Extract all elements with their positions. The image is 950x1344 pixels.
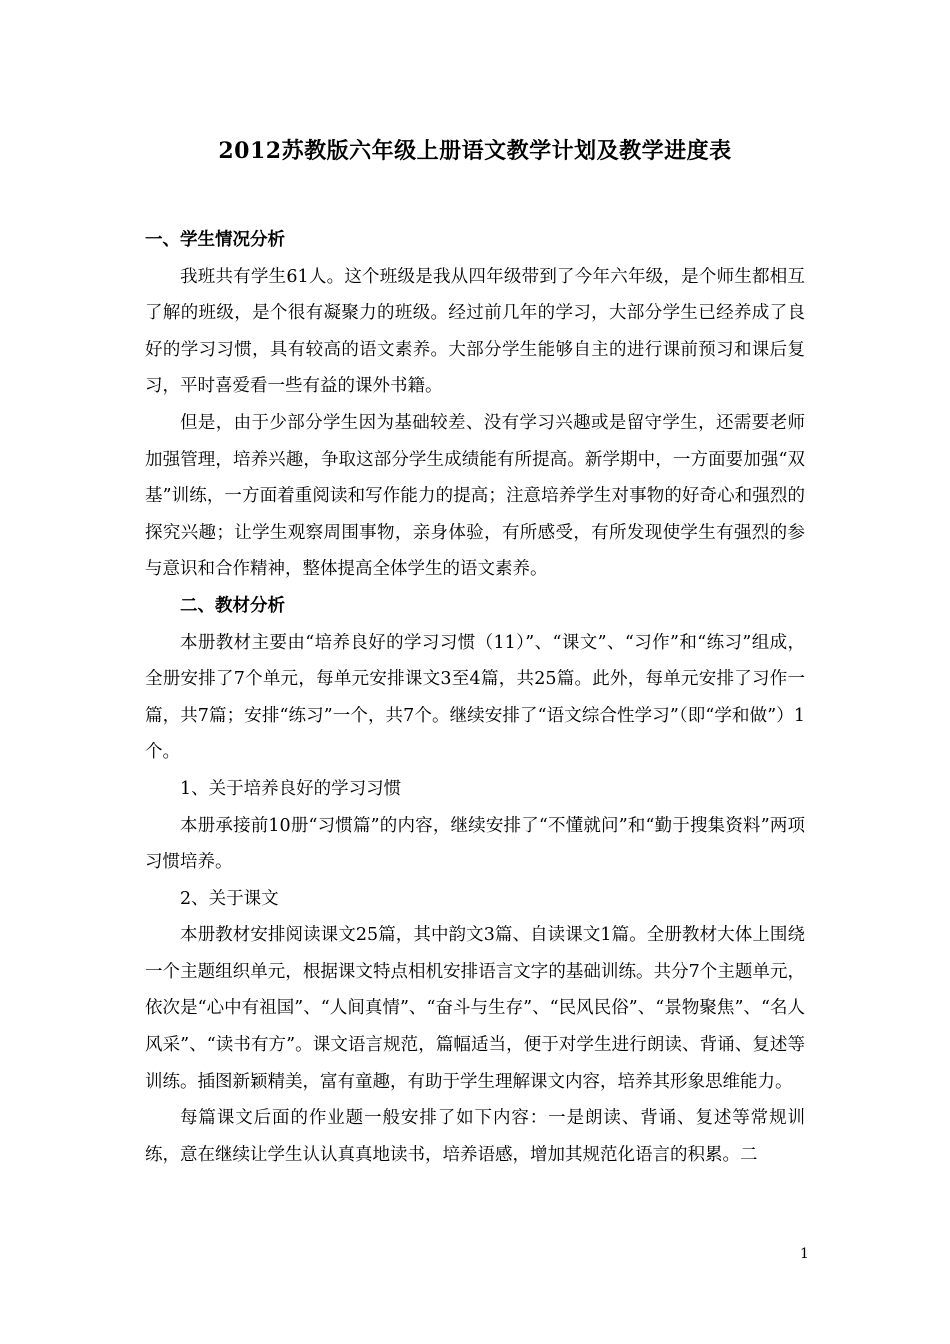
section-heading-textbook-analysis: 二、教材分析 — [180, 595, 285, 616]
paragraph-homework: 每篇课文后面的作业题一般安排了如下内容：一是朗读、背诵、复述等常规训练，意在继续让学生认认真真地读书，培养语感，增加其规范化语言的积累。二 — [145, 1108, 805, 1165]
section-heading-student-analysis: 一、学生情况分析 — [145, 230, 285, 250]
paragraph-study-habits: 本册承接前10册“习惯篇”的内容，继续安排了“不懂就问”和“勤于搜集资料”两项习惯培养。 — [145, 815, 805, 873]
paragraph-textbook-composition: 本册教材主要由“培养良好的学习习惯（11）”、“课文”、“习作”和“练习”组成，全册安排了7个单元，每单元安排课文3至4篇，共25篇。此外，每单元安排了习作一篇，共7篇；安排“练习”一个，共7个。继续安排了“语文综合性学习”（即“学和做”）1个。 — [145, 632, 805, 763]
document-title: 2012苏教版六年级上册语文教学计划及教学进度表 — [218, 138, 732, 164]
paragraph-class-overview: 我班共有学生61人。这个班级是我从四年级带到了今年六年级，是个师生都相互了解的班级，是个很有凝聚力的班级。经过前几年的学习，大部分学生已经养成了良好的学习习惯，具有较高的语文素养。大部分学生能够自主的进行课前预习和课后复习，平时喜爱看一些有益的课外书籍。 — [145, 266, 805, 397]
subheading-study-habits: 1、关于培养良好的学习习惯 — [180, 778, 402, 799]
document-body — [145, 222, 805, 1173]
paragraph-texts: 本册教材安排阅读课文25篇，其中韵文3篇、自读课文1篇。全册教材大体上围绕一个主题组织单元，根据课文特点相机安排语言文字的基础训练。共分7个主题单元，依次是“心中有祖国”、“人间真情”、“奋斗与生存”、“民风民俗”、“景物聚焦”、“名人风采”、“读书有方”。课文语言规范，篇幅适当，便于对学生进行朗读、背诵、复述等训练。插图新颖精美，富有童趣，有助于学生理解课文内容，培养其形象思维能力。 — [145, 925, 805, 1092]
paragraph-improvement-plan: 但是，由于少部分学生因为基础较差、没有学习兴趣或是留守学生，还需要老师加强管理，培养兴趣，争取这部分学生成绩能有所提高。新学期中，一方面要加强“双基”训练，一方面着重阅读和写作能力的提高；注意培养学生对事物的好奇心和强烈的探究兴趣；让学生观察周围事物，亲身体验，有所感受，有所发现使学生有强烈的参与意识和合作精神，整体提高全体学生的语文素养。 — [145, 412, 805, 580]
page-number: 1 — [800, 1246, 809, 1262]
subheading-texts: 2、关于课文 — [180, 888, 279, 909]
